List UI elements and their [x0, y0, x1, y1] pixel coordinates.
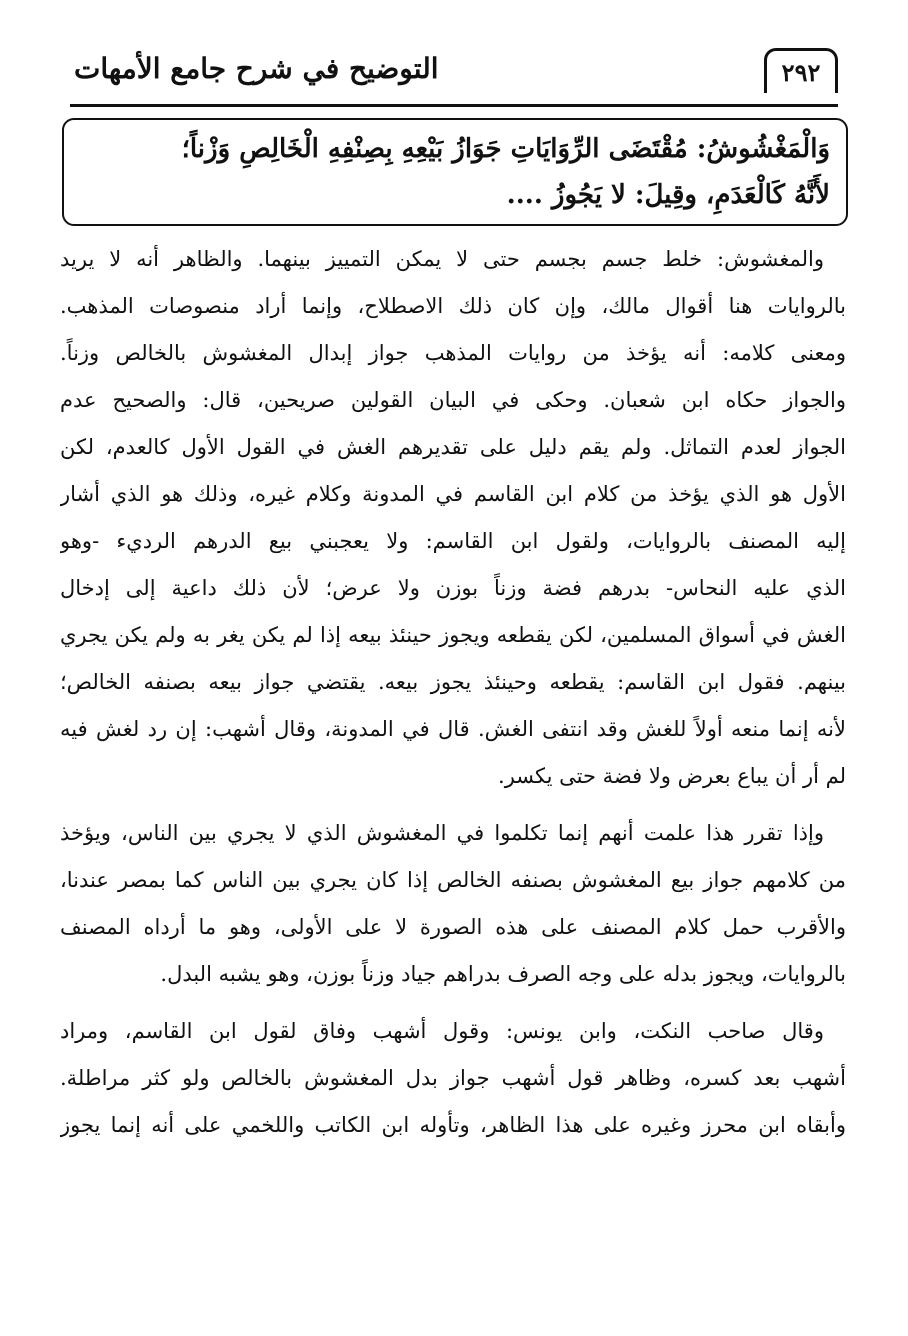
- text-line: وإذا تقرر هذا علمت أنهم إنما تكلموا في المغشوش الذي لا يجري بين الناس، ويؤخذ: [60, 821, 824, 845]
- text-line: لم أر أن يباع بعرض ولا فضة حتى يكسر.: [498, 764, 846, 788]
- text-line: من كلامهم جواز بيع المغشوش بصنفه الخالص إذا كان يجري بين الناس كما بمصر عندنا،: [60, 868, 846, 892]
- matn-text-box: [62, 118, 848, 226]
- text-line: الذي عليه النحاس- بدرهم فضة وزناً بوزن ولا عرض؛ لأن ذلك داعية إلى إدخال: [60, 576, 846, 600]
- text-line: بينهم. فقول ابن القاسم: يقطعه وحينئذ يجوز بيعه. يقتضي جواز بيعه بصنفه الخالص؛: [60, 670, 846, 694]
- paragraph: [60, 1008, 846, 1149]
- page-number: ٢٩٢: [764, 48, 838, 93]
- text-line: ومعنى كلامه: أنه يؤخذ من روايات المذهب جواز إبدال المغشوش بالخالص وزناً.: [60, 341, 846, 365]
- matn-line: وَالْمَغْشُوشُ: مُقْتَضَى الرِّوَايَاتِ جَوَازُ بَيْعِهِ بِصِنْفِهِ الْخَالِصِ وَزْناً؛: [181, 134, 830, 164]
- paragraph: [60, 236, 846, 800]
- text-line: الغش في أسواق المسلمين، لكن يقطعه ويجوز حينئذ بيعه إذا لم يكن يغر به ولم يكن يجري: [60, 623, 846, 647]
- text-line: والجواز حكاه ابن شعبان. وحكى في البيان القولين صريحين، قال: والصحيح عدم: [60, 388, 846, 412]
- text-line: الأول هو الذي يؤخذ من كلام ابن القاسم في المدونة وكلام غيره، وذلك هو الذي أشار: [60, 482, 846, 506]
- commentary-body: [60, 236, 846, 1149]
- paragraph: [60, 810, 846, 998]
- text-line: الجواز لعدم التماثل. ولم يقم دليل على تقديرهم الغش في القول الأول كالعدم، لكن: [60, 435, 846, 459]
- book-title: التوضيح في شرح جامع الأمهات: [74, 52, 439, 85]
- text-line: بالروايات، ويجوز بدله على وجه الصرف بدراهم جياد وزناً بوزن، وهو يشبه البدل.: [160, 962, 846, 986]
- text-line: أشهب بعد كسره، وظاهر قول أشهب جواز بدل المغشوش بالخالص ولو كثر مراطلة.: [60, 1066, 846, 1090]
- text-line: إليه المصنف بالروايات، ولقول ابن القاسم: ولا يعجبني بيع الدرهم الرديء -وهو: [60, 529, 846, 553]
- text-line: والمغشوش: خلط جسم بجسم حتى لا يمكن التمييز بينهما. والظاهر أنه لا يريد: [60, 247, 824, 271]
- text-line: وقال صاحب النكت، وابن يونس: وقول أشهب وفاق لقول ابن القاسم، ومراد: [60, 1019, 824, 1043]
- text-line: والأقرب حمل كلام المصنف على هذه الصورة لا على الأولى، وهو ما أرداه المصنف: [60, 915, 846, 939]
- text-line: بالروايات هنا أقوال مالك، وإن كان ذلك الاصطلاح، وإنما أراد منصوصات المذهب.: [60, 294, 846, 318]
- text-line: وأبقاه ابن محرز وغيره على هذا الظاهر، وتأوله ابن الكاتب واللخمي على أنه إنما يجوز: [60, 1113, 846, 1137]
- text-line: لأنه إنما منعه أولاً للغش وقد انتفى الغش. قال في المدونة، وقال أشهب: إن رد لغش فيه: [60, 717, 846, 741]
- matn-line: لأَنَّهُ كَالْعَدَمِ، وقِيلَ: لا يَجُوزُ ....: [506, 180, 830, 210]
- page-header: [70, 42, 838, 107]
